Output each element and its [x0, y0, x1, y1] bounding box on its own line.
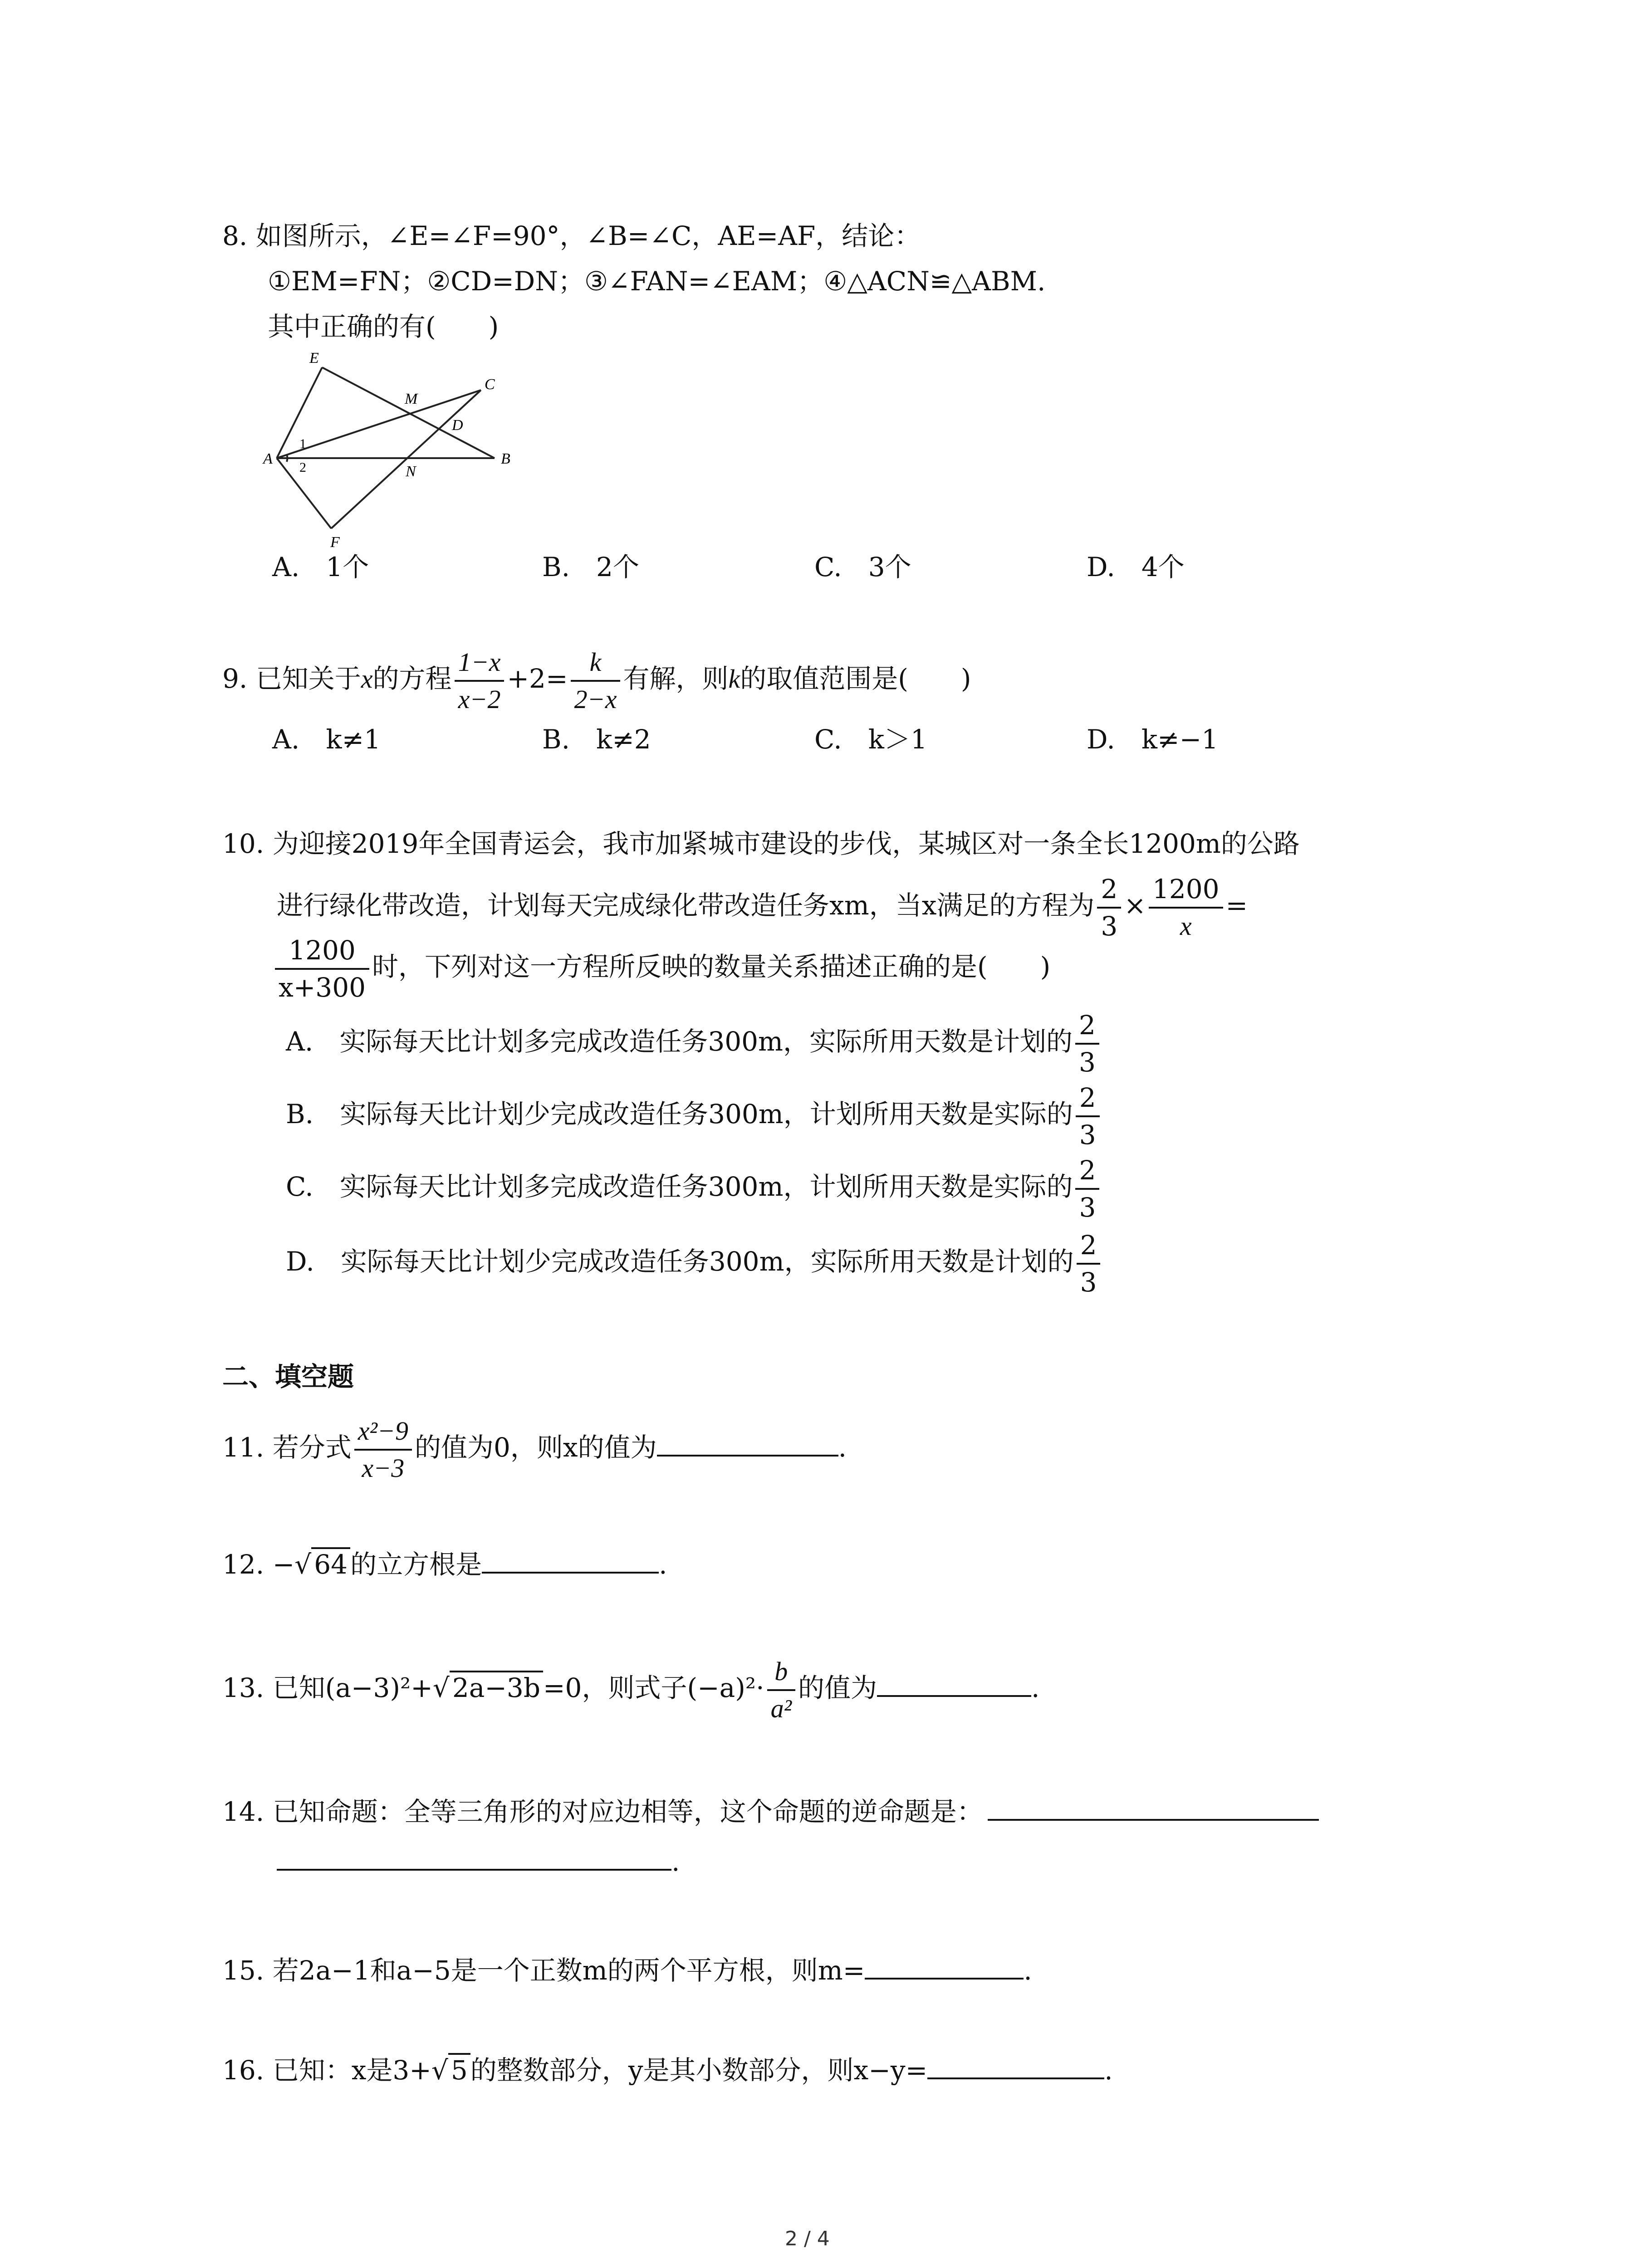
q9-stem: [222, 646, 971, 715]
q13-number: 13.: [222, 1672, 265, 1704]
fig-label-N: N: [406, 463, 416, 480]
q10-fraction-3-den: x+300: [279, 972, 366, 1003]
q9-fraction-1: [455, 646, 505, 715]
q13-fraction: [767, 1656, 795, 1725]
q10-equals: =: [1225, 890, 1248, 921]
q10-option-b-text: B. 实际每天比计划少完成改造任务300m，计划所用天数是实际的: [286, 1099, 1073, 1130]
q8-number: 8.: [222, 220, 248, 251]
q10-option-a-fraction-num: 2: [1075, 1009, 1099, 1045]
q11-line: [222, 1415, 847, 1484]
q9-var-k: k: [728, 664, 740, 694]
q9-text: 的方程: [372, 663, 452, 694]
q10-fraction-2-den: x: [1180, 911, 1192, 941]
q10-fraction-1-num: 2: [1097, 873, 1121, 909]
q10-option-d: [286, 1229, 1103, 1298]
q9-fraction-1-den: x−2: [458, 684, 501, 714]
q13-fraction-den: a²: [770, 1694, 792, 1723]
q12-text: 的立方根是: [350, 1549, 482, 1580]
q12-radicand: 64: [311, 1547, 350, 1580]
fig-label-M: M: [405, 391, 418, 407]
q15-end: .: [1024, 1955, 1032, 1986]
q10-option-a-fraction-den: 3: [1079, 1047, 1096, 1078]
q11-fraction-den: x−3: [362, 1453, 405, 1483]
q9-text: +2=: [507, 663, 568, 694]
q9-number: 9.: [222, 663, 248, 694]
q10-fraction-1-den: 3: [1101, 911, 1118, 942]
q13-answer-blank[interactable]: [877, 1668, 1031, 1697]
q10-option-c-text: C. 实际每天比计划多完成改造任务300m，计划所用天数是实际的: [286, 1171, 1073, 1202]
q15-number: 15.: [222, 1955, 265, 1986]
q10-fraction-1: [1097, 873, 1121, 942]
q8-option-d: D. 4个: [1087, 552, 1185, 582]
q13-line: [222, 1656, 1039, 1725]
q13-end: .: [1031, 1672, 1040, 1704]
q10-option-b-fraction-num: 2: [1076, 1082, 1100, 1117]
q8-option-a: A. 1个: [272, 552, 369, 582]
fig-label-E: E: [309, 350, 319, 367]
section-title-fill-in: 二、填空题: [222, 1361, 354, 1392]
q10-option-b-fraction-den: 3: [1079, 1119, 1096, 1150]
q10-fraction-2-num: 1200: [1149, 873, 1223, 909]
q15-text: 若2a−1和a−5是一个正数m的两个平方根，则m=: [272, 1955, 865, 1986]
q16-radicand: 5: [448, 2053, 470, 2086]
q10-number: 10.: [222, 828, 265, 859]
q14-line1: [222, 1792, 1319, 1830]
q8-option-c: C. 3个: [814, 552, 911, 582]
q15-line: [222, 1950, 1032, 1989]
q10-option-c: [286, 1154, 1102, 1223]
q8-geometry-figure: [254, 345, 535, 553]
q13-text: 已知(a−3)²+: [272, 1672, 433, 1704]
q9-text: 有解，则: [623, 663, 729, 694]
q10-option-c-fraction-den: 3: [1079, 1192, 1096, 1223]
q9-option-d: D. k≠−1: [1087, 724, 1219, 755]
q10-line1: [222, 826, 1300, 862]
q10-text: 时，下列对这一方程所反映的数量关系描述正确的是( ): [372, 951, 1051, 982]
q13-radicand: 2a−3b: [450, 1671, 543, 1703]
q10-option-d-fraction-num: 2: [1077, 1229, 1101, 1265]
q10-option-d-fraction: [1077, 1229, 1101, 1298]
q10-text: 为迎接2019年全国青运会，我市加紧城市建设的步伐，某城区对一条全长1200m的公路: [272, 828, 1300, 859]
q9-fraction-2: [571, 646, 621, 715]
q13-fraction-num: b: [767, 1656, 795, 1691]
fig-label-C: C: [485, 376, 495, 393]
q9-var-x: x: [361, 664, 373, 694]
q8-stem-text: 如图所示，∠E=∠F=90°，∠B=∠C，AE=AF，结论：: [255, 220, 921, 251]
q12-answer-blank[interactable]: [482, 1545, 659, 1574]
q14-line2: [277, 1842, 680, 1880]
q14-answer-blank-1[interactable]: [988, 1792, 1319, 1821]
q11-end: .: [838, 1432, 847, 1463]
q12-sqrt: √ 64: [294, 1547, 350, 1580]
q9-option-b: B. k≠2: [542, 724, 651, 755]
q9-text: 已知关于: [255, 663, 361, 694]
q11-number: 11.: [222, 1432, 265, 1463]
q9-fraction-2-num: k: [571, 646, 621, 682]
q13-sqrt: √ 2a−3b: [433, 1671, 543, 1703]
q10-option-a-fraction: [1075, 1009, 1099, 1078]
q10-option-c-fraction: [1075, 1154, 1099, 1223]
q13-text: 的值为: [798, 1672, 877, 1704]
fig-label-A: A: [263, 450, 273, 467]
q16-answer-blank[interactable]: [927, 2050, 1104, 2079]
q14-answer-blank-2[interactable]: [277, 1842, 671, 1871]
q16-sqrt: √ 5: [431, 2053, 470, 2086]
q10-option-b-fraction: [1076, 1082, 1100, 1151]
q15-answer-blank[interactable]: [865, 1950, 1024, 1980]
q10-option-a-text: A. 实际每天比计划多完成改造任务300m，实际所用天数是计划的: [286, 1026, 1073, 1057]
fig-label-D: D: [452, 417, 463, 434]
q10-option-b: [286, 1082, 1102, 1151]
q11-fraction-num: x²−9: [354, 1415, 412, 1451]
q12-number: 12.: [222, 1549, 265, 1580]
q8-line1: [222, 218, 921, 254]
q8-option-b: B. 2个: [542, 552, 639, 582]
page-number: 2 / 4: [785, 2227, 830, 2250]
q8-line2: ①EM=FN；②CD=DN；③∠FAN=∠EAM；④△ACN≌△ABM.: [268, 266, 1046, 297]
q9-text: 的取值范围是( ): [740, 663, 971, 694]
q12-minus: −: [272, 1549, 295, 1580]
fig-label-2: 2: [299, 460, 306, 475]
q11-text: 的值为0，则x的值为: [414, 1432, 657, 1463]
q8-line3: 其中正确的有( ): [268, 311, 499, 342]
q14-text: 已知命题：全等三角形的对应边相等，这个命题的逆命题是：: [272, 1796, 983, 1827]
q13-text: =0，则式子(−a)²·: [543, 1672, 764, 1704]
q10-fraction-3: [275, 934, 369, 1003]
q9-option-c: C. k＞1: [814, 724, 927, 755]
q10-times: ×: [1124, 890, 1146, 921]
q11-fraction: [354, 1415, 412, 1484]
q11-text: 若分式: [272, 1432, 352, 1463]
q16-end: .: [1104, 2055, 1113, 2086]
q14-end: .: [671, 1846, 680, 1877]
q16-text: 的整数部分，y是其小数部分，则x−y=: [470, 2055, 928, 2086]
q14-number: 14.: [222, 1796, 265, 1827]
q10-fraction-3-num: 1200: [275, 934, 369, 970]
q11-answer-blank[interactable]: [657, 1427, 838, 1457]
q10-option-a: [286, 1009, 1102, 1078]
q16-text: 已知：x是3+: [272, 2055, 431, 2086]
q12-end: .: [659, 1549, 667, 1580]
q16-line: [222, 2050, 1113, 2088]
q9-fraction-2-den: 2−x: [574, 684, 617, 714]
q12-line: [222, 1545, 667, 1583]
fig-label-1: 1: [299, 436, 306, 451]
fig-label-B: B: [501, 450, 510, 467]
q10-line2: [277, 873, 1248, 942]
q10-text: 进行绿化带改造，计划每天完成绿化带改造任务xm，当x满足的方程为: [277, 890, 1095, 921]
fig-label-F: F: [330, 534, 340, 551]
q10-option-c-fraction-num: 2: [1075, 1154, 1099, 1190]
q10-option-d-text: D. 实际每天比计划少完成改造任务300m，实际所用天数是计划的: [286, 1246, 1074, 1277]
q10-fraction-2: [1149, 873, 1223, 942]
q9-option-a: A. k≠1: [272, 724, 381, 755]
q9-fraction-1-num: 1−x: [455, 646, 505, 682]
q10-line3: [272, 934, 1050, 1003]
q16-number: 16.: [222, 2055, 265, 2086]
q10-option-d-fraction-den: 3: [1080, 1267, 1097, 1298]
